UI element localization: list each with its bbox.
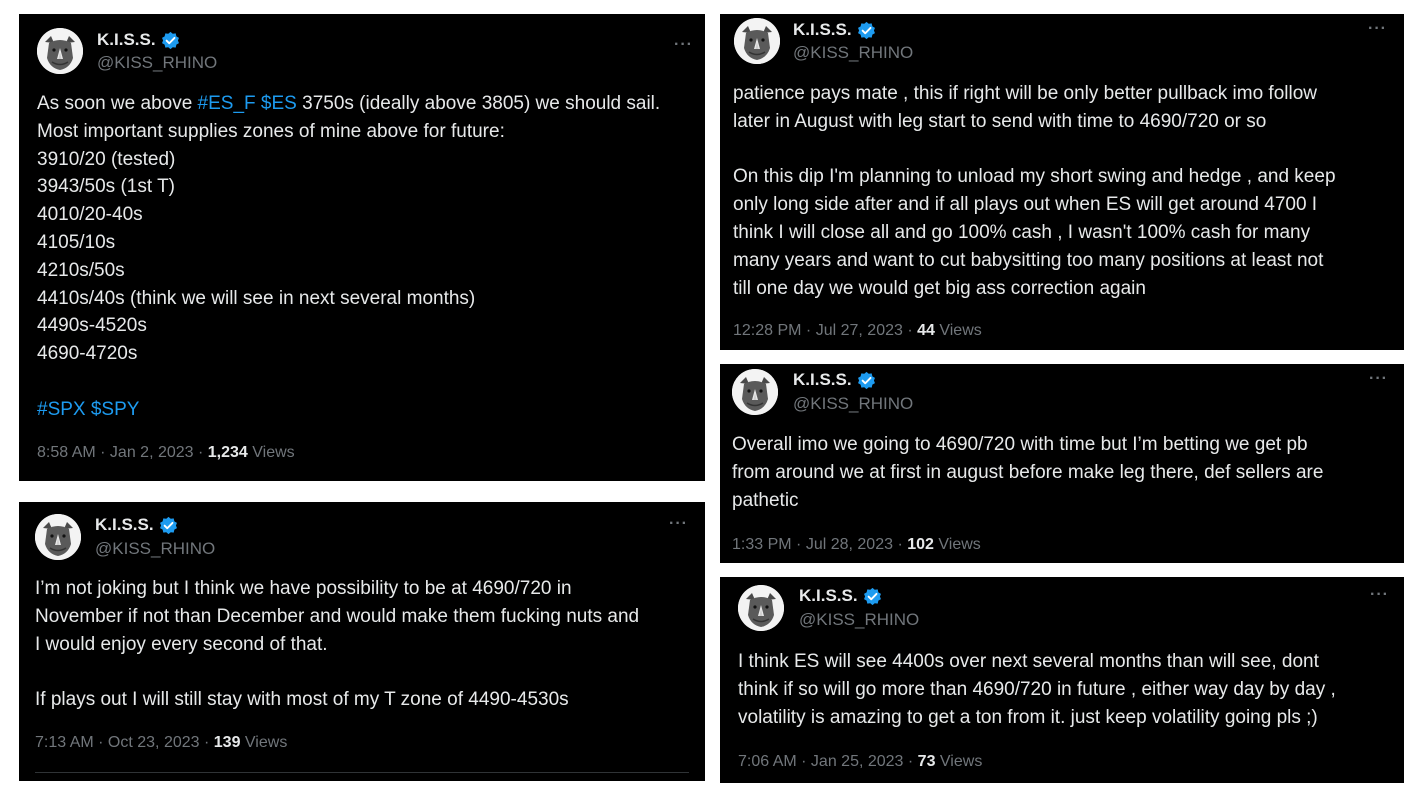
tweet-date[interactable]: Jan 25, 2023 — [810, 753, 904, 770]
tweet-meta: 1:33 PM · Jul 28, 2023 · 102 Views — [732, 536, 981, 553]
username-handle[interactable]: @KISS_RHINO — [793, 394, 914, 413]
cashtag-link[interactable]: $ES — [260, 93, 297, 114]
hashtag-links[interactable]: #SPX $SPY — [37, 398, 140, 420]
tweet-line: many years and want to cut babysitting too many positions at least not — [733, 249, 1324, 271]
tweet-time[interactable]: 7:13 AM — [35, 734, 94, 751]
tweet-line — [35, 658, 639, 686]
more-options-icon[interactable]: ··· — [674, 36, 693, 53]
views-count: 73 — [917, 753, 936, 770]
rhino-avatar-icon[interactable] — [732, 369, 778, 415]
tweet-text — [37, 90, 660, 424]
username-handle[interactable]: @KISS_RHINO — [97, 53, 218, 72]
tweet-line: only long side after and if all plays out when ES will get around 4700 I — [733, 194, 1318, 216]
rhino-avatar-icon[interactable] — [738, 585, 784, 631]
tweet-line: 4010/20-40s — [37, 204, 143, 226]
tweet-line: think I will close all and go 100% cash , I wasn't 100% cash for many — [733, 221, 1311, 243]
username-handle[interactable]: @KISS_RHINO — [799, 610, 920, 629]
verified-badge-icon — [863, 587, 882, 606]
rhino-avatar-icon[interactable] — [37, 28, 83, 74]
tweet-text — [733, 80, 1336, 302]
tweet-date[interactable]: Jul 28, 2023 — [805, 536, 893, 553]
views-label: Views — [939, 753, 983, 770]
tweet-line: Most important supplies zones of mine above for future: — [37, 120, 505, 142]
verified-badge-icon — [857, 371, 876, 390]
tweet-card[interactable] — [720, 14, 1404, 350]
tweet-card[interactable] — [19, 502, 705, 781]
tweet-time[interactable]: 7:06 AM — [738, 753, 797, 770]
tweet-line: If plays out I will still stay with most of my T zone of 4490-4530s — [35, 689, 569, 711]
tweet-text — [35, 575, 639, 714]
tweet-line: 3910/20 (tested) — [37, 148, 176, 170]
tweet-line: As soon we above #ES_F $ES 3750s (ideally above 3805) we should sail. — [37, 93, 661, 114]
tweet-text — [732, 431, 1323, 514]
tweet-line: November if not than December and would make them fucking nuts and — [35, 605, 640, 627]
tweet-line: volatility is amazing to get a ton from it. just keep volatility going pls ;) — [738, 706, 1318, 728]
display-name[interactable]: K.I.S.S. — [95, 515, 178, 535]
tweet-date[interactable]: Jan 2, 2023 — [109, 444, 194, 461]
more-options-icon[interactable]: ··· — [1370, 586, 1389, 603]
rhino-avatar-icon[interactable] — [35, 514, 81, 560]
verified-badge-icon — [159, 516, 178, 535]
tweet-line: till one day we would get big ass correction again — [733, 277, 1146, 299]
divider — [35, 772, 689, 773]
tweet-line: patience pays mate , this if right will be only better pullback imo follow — [733, 83, 1317, 104]
rhino-avatar-icon[interactable] — [734, 18, 780, 64]
tweet-line: 4690-4720s — [37, 343, 138, 365]
tweet-time[interactable]: 1:33 PM — [732, 536, 792, 553]
tweet-line: 3943/50s (1st T) — [37, 176, 176, 198]
tweet-text — [738, 648, 1336, 731]
tweet-meta: 7:06 AM · Jan 25, 2023 · 73 Views — [738, 753, 983, 770]
tweet-time[interactable]: 12:28 PM — [733, 322, 802, 339]
tweet-date[interactable]: Oct 23, 2023 — [107, 734, 200, 751]
tweet-date[interactable]: Jul 27, 2023 — [815, 322, 903, 339]
username-handle[interactable]: @KISS_RHINO — [793, 43, 914, 62]
more-options-icon[interactable]: ··· — [1368, 20, 1387, 37]
tweet-meta: 12:28 PM · Jul 27, 2023 · 44 Views — [733, 322, 982, 339]
display-name[interactable]: K.I.S.S. — [793, 370, 876, 390]
hashtag-link[interactable]: #ES_F — [197, 93, 256, 114]
tweet-line: On this dip I'm planning to unload my short swing and hedge , and keep — [733, 166, 1336, 188]
views-count: 1,234 — [207, 444, 248, 461]
display-name[interactable]: K.I.S.S. — [793, 20, 876, 40]
views-count: 139 — [213, 734, 241, 751]
tweet-line: 4490s-4520s — [37, 315, 147, 337]
views-label: Views — [252, 444, 295, 461]
tweet-card[interactable] — [19, 14, 705, 481]
views-label: Views — [939, 322, 982, 339]
tweet-line: I think ES will see 4400s over next several months than will see, dont — [738, 651, 1319, 672]
verified-badge-icon — [857, 21, 876, 40]
tweet-line: pathetic — [732, 489, 799, 511]
tweet-line: I would enjoy every second of that. — [35, 633, 328, 655]
tweet-time[interactable]: 8:58 AM — [37, 444, 96, 461]
views-label: Views — [244, 734, 288, 751]
tweet-line: Overall imo we going to 4690/720 with time but I’m betting we get pb — [732, 434, 1308, 455]
views-label: Views — [938, 536, 981, 553]
tweet-line: 4105/10s — [37, 231, 116, 253]
tweet-line: 4410s/40s (think we will see in next several months) — [37, 287, 476, 309]
tweet-line — [733, 136, 1336, 164]
username-handle[interactable]: @KISS_RHINO — [95, 539, 216, 558]
tweet-card[interactable] — [720, 364, 1404, 563]
tweet-card[interactable] — [720, 577, 1404, 783]
tweet-line: 4210s/50s — [37, 259, 125, 281]
tweet-line: I’m not joking but I think we have possibility to be at 4690/720 in — [35, 578, 572, 599]
display-name[interactable]: K.I.S.S. — [97, 30, 180, 50]
display-name[interactable]: K.I.S.S. — [799, 586, 882, 606]
tweet-line: think if so will go more than 4690/720 in future , either way day by day , — [738, 678, 1336, 700]
views-count: 44 — [917, 322, 935, 339]
tweet-meta: 7:13 AM · Oct 23, 2023 · 139 Views — [35, 734, 288, 751]
more-options-icon[interactable]: ··· — [669, 515, 688, 532]
more-options-icon[interactable]: ··· — [1369, 370, 1388, 387]
views-count: 102 — [907, 536, 934, 553]
verified-badge-icon — [161, 31, 180, 50]
tweet-meta: 8:58 AM · Jan 2, 2023 · 1,234 Views — [37, 444, 295, 461]
tweet-line: later in August with leg start to send with time to 4690/720 or so — [733, 110, 1267, 132]
tweet-line: from around we at first in august before make leg there, def sellers are — [732, 461, 1324, 483]
